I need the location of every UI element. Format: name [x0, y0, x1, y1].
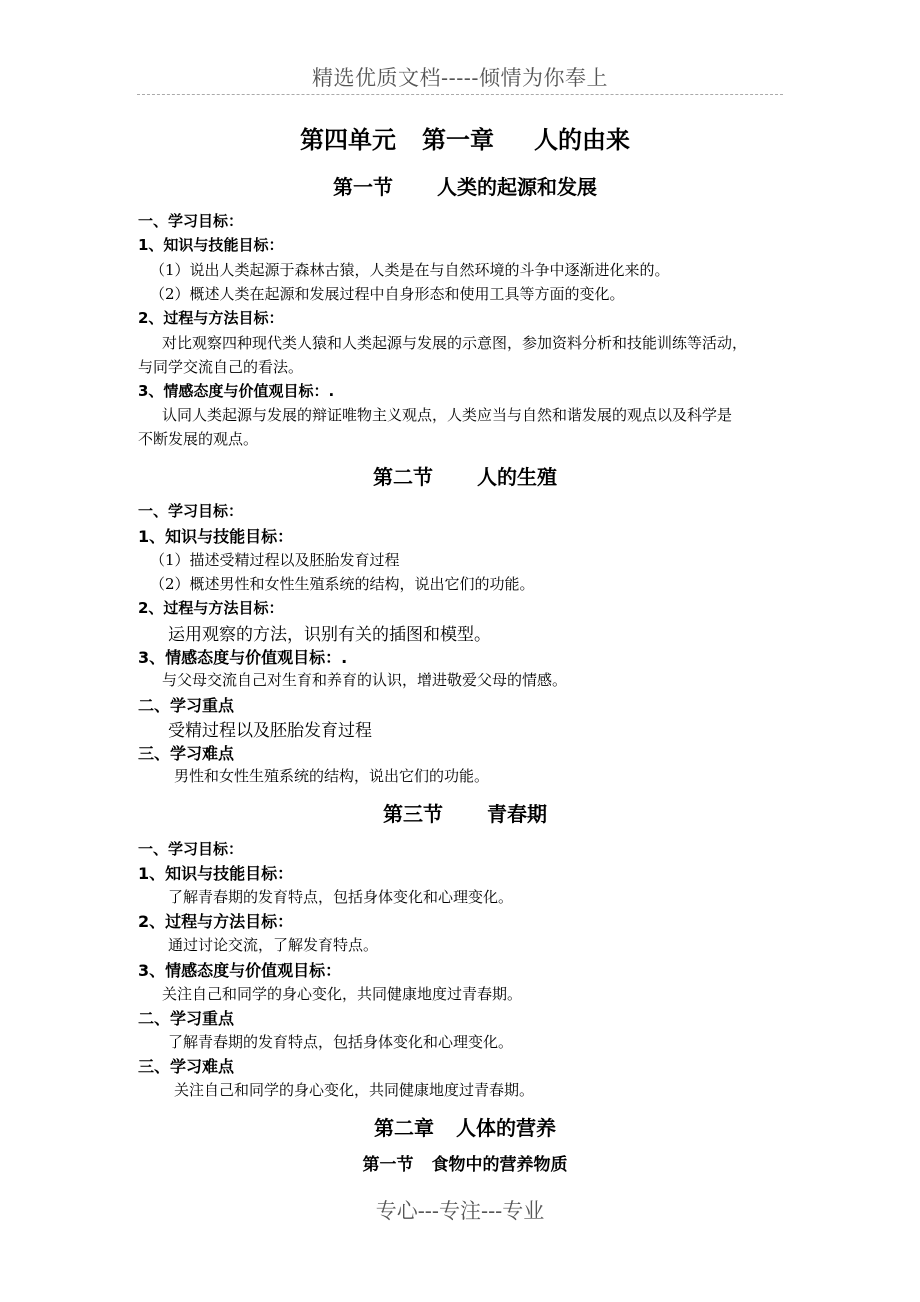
s1-process-text-1: 对比观察四种现代类人猿和人类起源与发展的示意图，参加资料分析和技能训练等活动，: [162, 334, 748, 352]
s3-process-heading: 2、过程与方法目标：: [138, 912, 294, 931]
section-2-title: [138, 461, 792, 490]
chapter-2-name: 人体的营养: [456, 1116, 556, 1140]
header-divider: [137, 94, 783, 95]
s3-process-text: 通过讨论交流，了解发育特点。: [168, 936, 379, 954]
unit-title-unit: 第四单元: [300, 126, 396, 154]
unit-title: [138, 120, 792, 155]
chapter-2-title: [138, 1112, 792, 1141]
chapter-2-number: 第二章: [374, 1116, 434, 1140]
unit-title-chapter: 第一章: [422, 126, 494, 154]
s3-difficulty-heading: 三、学习难点: [138, 1057, 235, 1076]
section-1-name: 人类的起源和发展: [437, 175, 597, 199]
section-2-number: 第二节: [373, 465, 433, 489]
unit-title-name: 人的由来: [534, 126, 630, 154]
s1-process-heading: 2、过程与方法目标：: [138, 309, 284, 327]
page-footer: 专心---专注---专业: [375, 1199, 545, 1223]
chapter-2-section-name: 食物中的营养物质: [431, 1155, 568, 1175]
s2-focus-heading: 二、学习重点: [138, 696, 235, 715]
s1-emotion-text-2: 不断发展的观点。: [138, 430, 259, 448]
s1-process-text-2: 与同学交流自己的看法。: [138, 358, 304, 376]
s3-emotion-text: 关注自己和同学的身心变化，共同健康地度过青春期。: [162, 985, 523, 1003]
s1-knowledge-item-1: （1）说出人类起源于森林古猿，人类是在与自然环境的斗争中逐渐进化来的。: [150, 261, 670, 279]
section-2-name: 人的生殖: [477, 465, 557, 489]
section-3-name: 青春期: [487, 802, 547, 826]
chapter-2-section-1-title: [138, 1150, 792, 1175]
s2-knowledge-heading: 1、知识与技能目标：: [138, 527, 294, 546]
chapter-2-section-number: 第一节: [362, 1155, 414, 1175]
s2-emotion-text: 与父母交流自己对生育和养育的认识，增进敬爱父母的情感。: [162, 671, 568, 689]
s1-emotion-heading: 3、情感态度与价值观目标：.: [138, 382, 335, 400]
s1-knowledge-item-2: （2）概述人类在起源和发展过程中自身形态和使用工具等方面的变化。: [150, 285, 625, 303]
s2-knowledge-item-1: （1）描述受精过程以及胚胎发育过程: [150, 551, 400, 569]
s2-difficulty-heading: 三、学习难点: [138, 744, 235, 763]
section-1-number: 第一节: [333, 175, 393, 199]
s3-focus-text: 了解青春期的发育特点，包括身体变化和心理变化。: [168, 1033, 514, 1051]
section-3-number: 第三节: [383, 802, 443, 826]
s2-goal-heading: 一、学习目标：: [138, 502, 244, 520]
s3-difficulty-text: 关注自己和同学的身心变化，共同健康地度过青春期。: [174, 1081, 535, 1099]
s3-focus-heading: 二、学习重点: [138, 1009, 235, 1028]
s3-knowledge-text: 了解青春期的发育特点，包括身体变化和心理变化。: [168, 888, 514, 906]
section-3-title: [138, 798, 792, 827]
s1-emotion-text-1: 认同人类起源与发展的辩证唯物主义观点，人类应当与自然和谐发展的观点以及科学是: [162, 406, 733, 424]
s2-focus-text: 受精过程以及胚胎发育过程: [168, 721, 372, 741]
section-1-title: [138, 171, 792, 200]
s2-knowledge-item-2: （2）概述男性和女性生殖系统的结构，说出它们的功能。: [150, 575, 535, 593]
s2-difficulty-text: 男性和女性生殖系统的结构，说出它们的功能。: [174, 767, 490, 785]
s1-goal-heading: 一、学习目标：: [138, 212, 244, 230]
s2-process-text: 运用观察的方法，识别有关的插图和模型。: [168, 625, 491, 645]
s3-knowledge-heading: 1、知识与技能目标：: [138, 864, 294, 883]
s2-emotion-heading: 3、情感态度与价值观目标：.: [138, 648, 348, 667]
s3-goal-heading: 一、学习目标：: [138, 840, 244, 858]
page-header: 精选优质文档-----倾情为你奉上: [312, 66, 608, 90]
s3-emotion-heading: 3、情感态度与价值观目标：: [138, 961, 342, 980]
s1-knowledge-heading: 1、知识与技能目标：: [138, 236, 284, 254]
s2-process-heading: 2、过程与方法目标：: [138, 599, 284, 617]
